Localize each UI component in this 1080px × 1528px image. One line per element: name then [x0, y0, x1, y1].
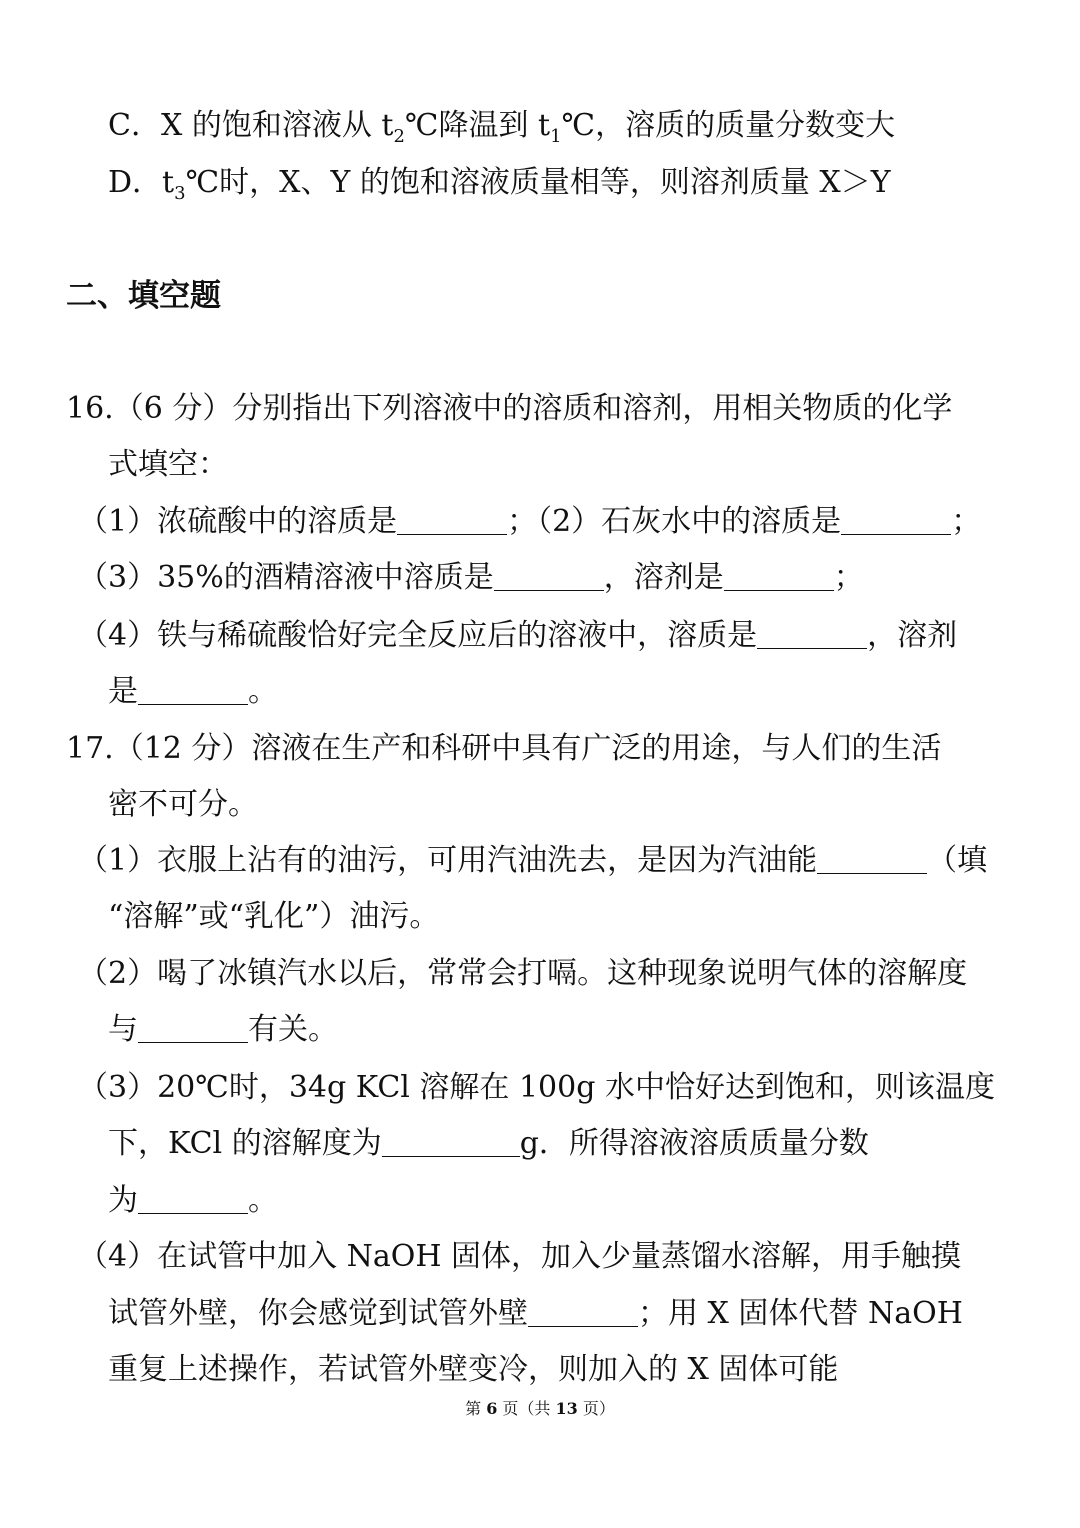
q17-part1-line1: （1）衣服上沾有的油污，可用汽油洗去，是因为汽油能 （填: [78, 843, 988, 878]
q17-part4-line3: 重复上述操作，若试管外壁变冷，则加入的 X 固体可能: [108, 1352, 839, 1387]
q16-part4-line2: 是 。: [108, 674, 278, 709]
q17-part1-line2: “溶解”或“乳化”）油污。: [108, 899, 440, 934]
answer-blank[interactable]: [138, 1012, 248, 1043]
q16-part1: （1）浓硫酸中的溶质是 ；（2）石灰水中的溶质是 ；: [78, 504, 982, 539]
answer-blank[interactable]: [757, 618, 867, 649]
q17-stem-line1: 17.（12 分）溶液在生产和科研中具有广泛的用途，与人们的生活: [66, 731, 942, 766]
answer-blank[interactable]: [138, 674, 248, 705]
q17-part2-line2: 与 有关。: [108, 1012, 338, 1047]
section-title: 二、填空题: [66, 278, 221, 314]
answer-blank[interactable]: [528, 1296, 638, 1327]
q17-part3-line3: 为 。: [108, 1183, 278, 1218]
q17-stem-line2: 密不可分。: [108, 787, 258, 822]
answer-blank[interactable]: [724, 560, 834, 591]
q17-part4-line1: （4）在试管中加入 NaOH 固体，加入少量蒸馏水溶解，用手触摸: [78, 1239, 962, 1274]
answer-blank[interactable]: [138, 1183, 248, 1214]
q16-part3: （3）35%的酒精溶液中溶质是 ，溶剂是 ；: [78, 560, 864, 595]
q17-part4-line2: 试管外壁，你会感觉到试管外壁 ；用 X 固体代替 NaOH: [108, 1296, 963, 1331]
option-d: D．$t_3℃$时，X、Y 的饱和溶液质量相等，则溶剂质量 X＞Y: [108, 165, 891, 204]
answer-blank[interactable]: [494, 560, 604, 591]
q17-part3-line2: 下，KCl 的溶解度为 g．所得溶液溶质质量分数: [108, 1126, 869, 1161]
page-footer: 第 6 页（共 13 页）: [465, 1399, 615, 1418]
answer-blank[interactable]: [397, 504, 507, 535]
q16-stem-line2: 式填空：: [108, 447, 228, 482]
option-c: C．X 的饱和溶液从 $t_2℃$降温到 $t_1℃$，溶质的质量分数变大: [108, 108, 896, 147]
answer-blank[interactable]: [817, 843, 927, 874]
q16-part4-line1: （4）铁与稀硫酸恰好完全反应后的溶液中，溶质是 ，溶剂: [78, 618, 958, 653]
q17-part3-line1: （3）20℃时，34g KCl 溶解在 100g 水中恰好达到饱和，则该温度: [78, 1070, 995, 1105]
answer-blank[interactable]: [841, 504, 951, 535]
total-page-number: 13: [555, 1399, 578, 1418]
q16-stem-line1: 16.（6 分）分别指出下列溶液中的溶质和溶剂，用相关物质的化学: [66, 391, 953, 426]
current-page-number: 6: [486, 1399, 498, 1418]
answer-blank[interactable]: [382, 1126, 520, 1157]
q17-part2-line1: （2）喝了冰镇汽水以后，常常会打嗝。这种现象说明气体的溶解度: [78, 956, 968, 991]
